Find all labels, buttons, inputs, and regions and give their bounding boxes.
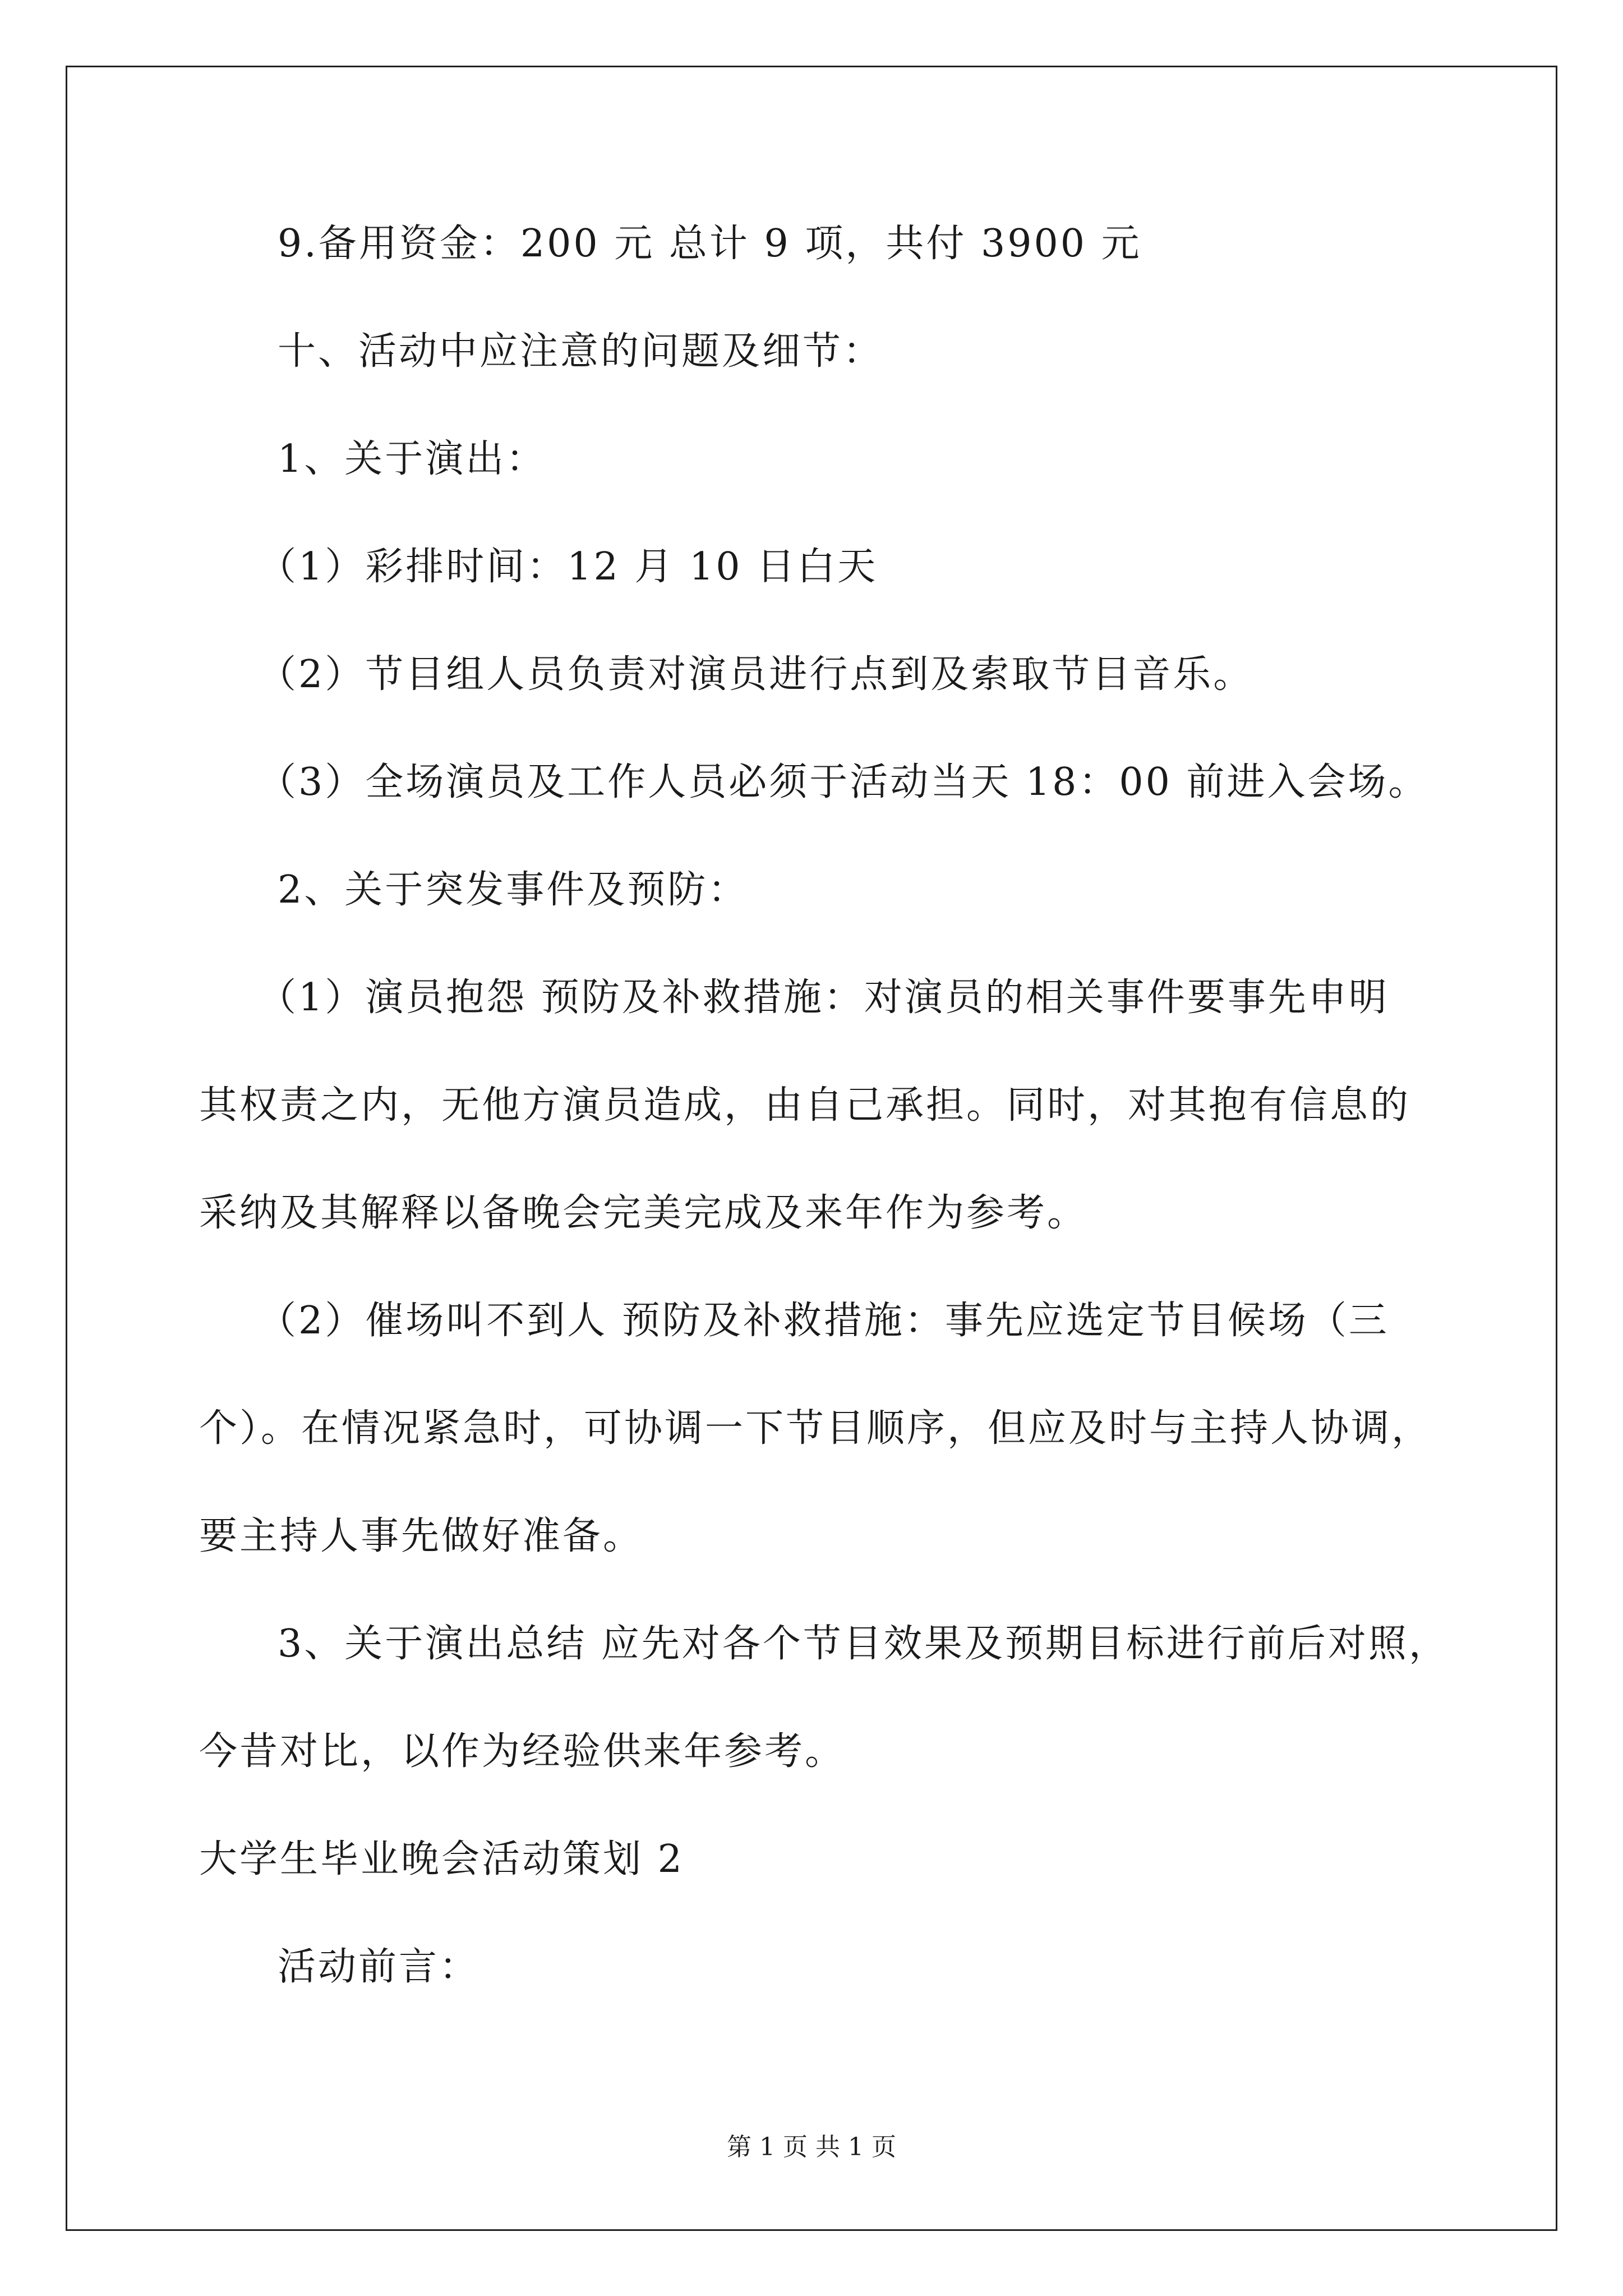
page-border xyxy=(66,66,1557,2231)
text-line: 十、活动中应注意的问题及细节： xyxy=(278,329,884,374)
text-line: （1）彩排时间：12 月 10 日白天 xyxy=(258,545,878,589)
text-line: 要主持人事先做好准备。 xyxy=(199,1514,644,1558)
text-line: 采纳及其解释以备晚会完美完成及来年作为参考。 xyxy=(199,1191,1088,1235)
text-line: 3、关于演出总结 应先对各个节目效果及预期目标进行前后对照， xyxy=(278,1622,1449,1666)
text-line: 9.备用资金：200 元 总计 9 项，共付 3900 元 xyxy=(278,222,1142,266)
text-line: 2、关于突发事件及预防： xyxy=(278,868,749,912)
text-line: （2）催场叫不到人 预防及补救措施：事先应选定节目候场（三 xyxy=(258,1299,1389,1343)
text-line: 活动前言： xyxy=(278,1945,480,1989)
text-line: 其权责之内，无他方演员造成，由自己承担。同时，对其抱有信息的 xyxy=(199,1083,1411,1128)
section-heading: 大学生毕业晚会活动策划 2 xyxy=(199,1837,684,1881)
page-footer: 第 1 页 共 1 页 xyxy=(727,2133,896,2161)
text-line: （3）全场演员及工作人员必须于活动当天 18：00 前进入会场。 xyxy=(258,760,1429,804)
text-line: 个）。在情况紧急时，可协调一下节目顺序，但应及时与主持人协调， xyxy=(199,1406,1432,1451)
text-line: 1、关于演出： xyxy=(278,437,547,481)
text-line: （1）演员抱怨 预防及补救措施：对演员的相关事件要事先申明 xyxy=(258,976,1389,1020)
text-line: （2）节目组人员负责对演员进行点到及索取节目音乐。 xyxy=(258,652,1254,697)
text-line: 今昔对比，以作为经验供来年参考。 xyxy=(199,1729,846,1774)
